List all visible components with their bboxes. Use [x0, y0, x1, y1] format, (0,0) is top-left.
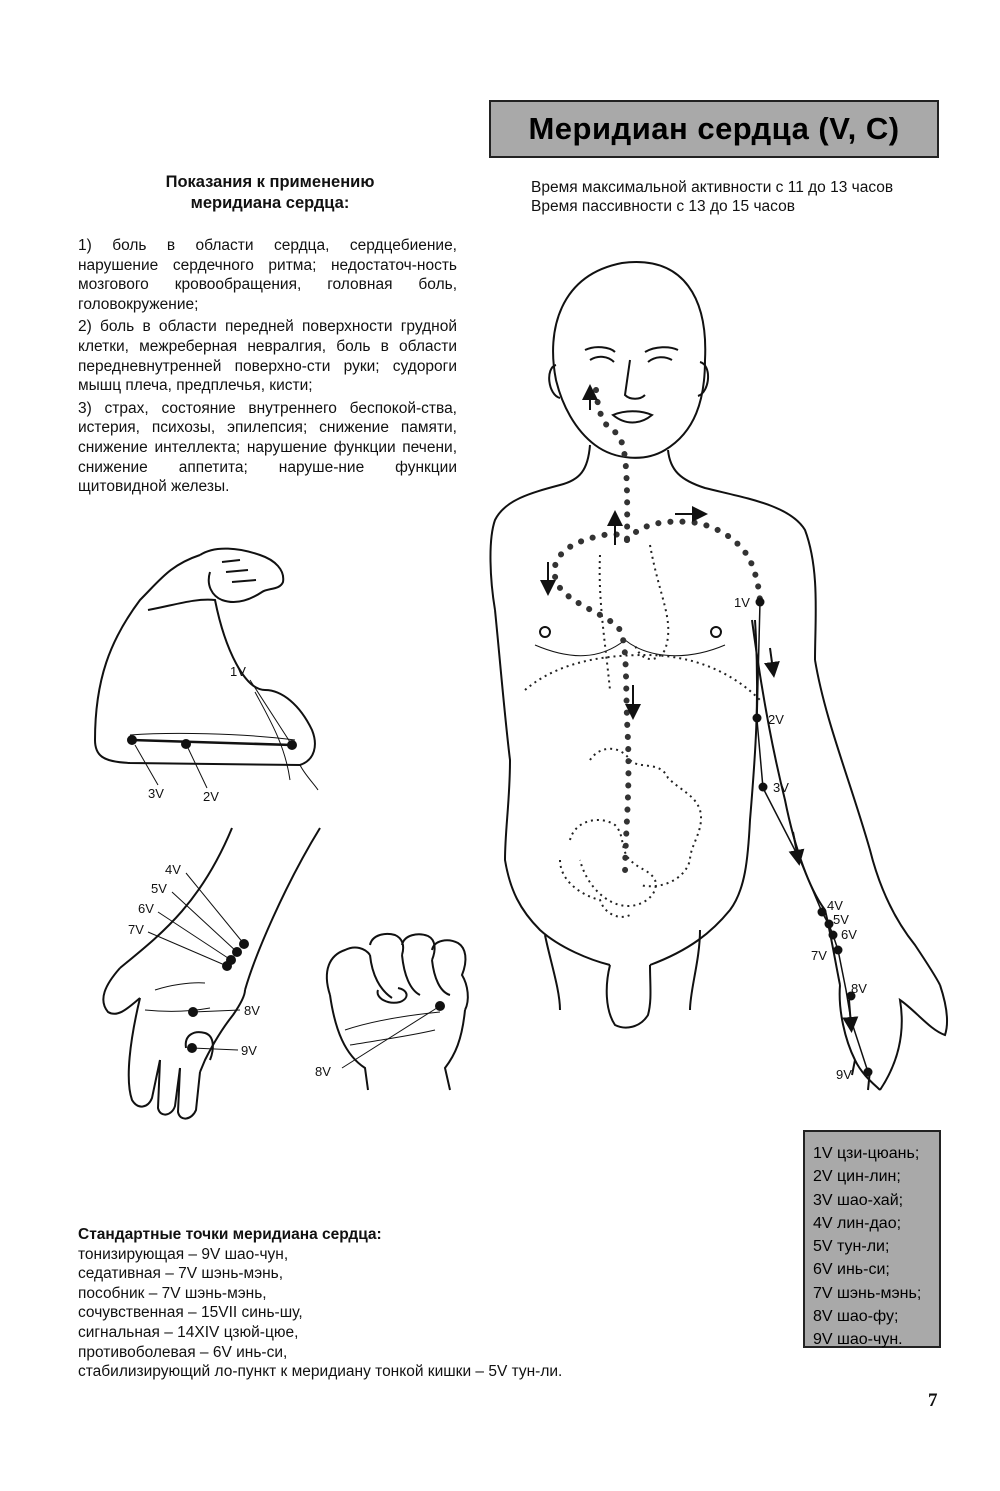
indications-heading: Показания к применению меридиана сердца: — [165, 173, 375, 212]
page-number: 7 — [928, 1390, 938, 1411]
body-figure — [490, 262, 947, 1090]
wrist-label: 6V — [138, 901, 154, 916]
body-point-6v-dot — [829, 931, 838, 940]
body-label: 6V — [841, 927, 857, 942]
standard-point-line: седативная – 7V шэнь-мэнь, — [78, 1265, 284, 1283]
body-label: 7V — [811, 948, 827, 963]
body-label: 5V — [833, 912, 849, 927]
legend-item: 6V инь-си; — [813, 1261, 890, 1279]
indication-item: 2) боль в области передней поверхности грудной клетки, межреберная невралгия, боль в области передневнутренней поверхно-сти руки; судороги мышц плеча, предплечья, кисти; — [78, 318, 457, 395]
standard-point-line: сочувственная – 15VII синь-шу, — [78, 1304, 303, 1322]
body-point-4v-dot — [818, 908, 827, 917]
wrist-label: 4V — [165, 862, 181, 877]
legend-item: 2V цин-лин; — [813, 1168, 901, 1186]
indication-item: 3) страх, состояние внутреннего беспокой-ства, истерия, психозы, эпилепсия; снижение памяти, снижение интеллекта; нарушение функции печени, снижение аппетита; наруше-ние функции щитовидной железы. — [78, 399, 457, 496]
standard-point-line: стабилизирующий ло-пункт к меридиану тонкой кишки – 5V тун-ли. — [78, 1363, 563, 1381]
arm-label: 3V — [148, 786, 164, 801]
legend-item: 5V тун-ли; — [813, 1238, 890, 1256]
page-title: Меридиан сердца (V, C) — [528, 111, 900, 146]
arm-label: 2V — [203, 789, 219, 804]
body-point-3v-dot — [759, 783, 768, 792]
max-activity-text: Время максимальной активности с 11 до 13 часов — [531, 179, 894, 196]
legend-item: 4V лин-дао; — [813, 1214, 902, 1232]
fist-label: 8V — [315, 1064, 331, 1079]
wrist-label: 7V — [128, 922, 144, 937]
legend-item: 8V шао-фу; — [813, 1308, 899, 1326]
internal-organs — [525, 545, 760, 917]
body-label: 4V — [827, 898, 843, 913]
body-point-1v-dot — [756, 598, 765, 607]
fist-figure — [327, 934, 468, 1090]
flexed-arm-figure — [95, 549, 318, 790]
point-2v-dot — [181, 739, 191, 749]
body-label: 1V — [734, 595, 750, 610]
legend-item: 1V цзи-цюань; — [813, 1145, 920, 1162]
standard-point-line: сигнальная – 14XIV цзюй-цюе, — [78, 1323, 299, 1341]
body-label: 8V — [851, 981, 867, 996]
body-point-2v-dot — [753, 714, 762, 723]
body-point-9v-dot — [864, 1068, 873, 1077]
points-legend — [803, 1130, 941, 1348]
standard-point-line: тонизирующая – 9V шао-чун, — [78, 1245, 289, 1263]
meridian-path — [554, 390, 760, 880]
legend-item: 7V шэнь-мэнь; — [813, 1284, 922, 1302]
arm-label: 1V — [230, 664, 246, 679]
body-label: 3V — [773, 780, 789, 795]
standard-point-line: пособник – 7V шэнь-мэнь, — [78, 1284, 267, 1302]
body-points — [734, 595, 873, 1082]
wrist-label: 9V — [241, 1043, 257, 1058]
indication-item: 1) боль в области сердца, сердцебиение, нарушение сердечного ритма; недостаточ-ность мозгового кровообращения, головная боль, головокружение; — [78, 237, 457, 313]
body-label: 2V — [768, 712, 784, 727]
legend-item: 3V шао-хай; — [813, 1191, 904, 1209]
standard-point-line: противоболевая – 6V инь-си, — [78, 1343, 288, 1361]
legend-item: 9V шао-чун. — [813, 1331, 903, 1349]
standard-points — [78, 1225, 562, 1382]
point-1v-dot — [287, 740, 297, 750]
passive-text: Время пассивности с 13 до 15 часов — [531, 198, 795, 215]
point-3v-dot — [127, 735, 137, 745]
wrist-label: 8V — [244, 1003, 260, 1018]
wrist-label: 5V — [151, 881, 167, 896]
body-point-7v-dot — [834, 946, 843, 955]
standard-points-heading: Стандартные точки меридиана сердца: — [78, 1226, 382, 1243]
body-label: 9V — [836, 1067, 852, 1082]
wrist-points — [128, 862, 260, 1058]
open-hand-figure — [103, 828, 320, 1119]
